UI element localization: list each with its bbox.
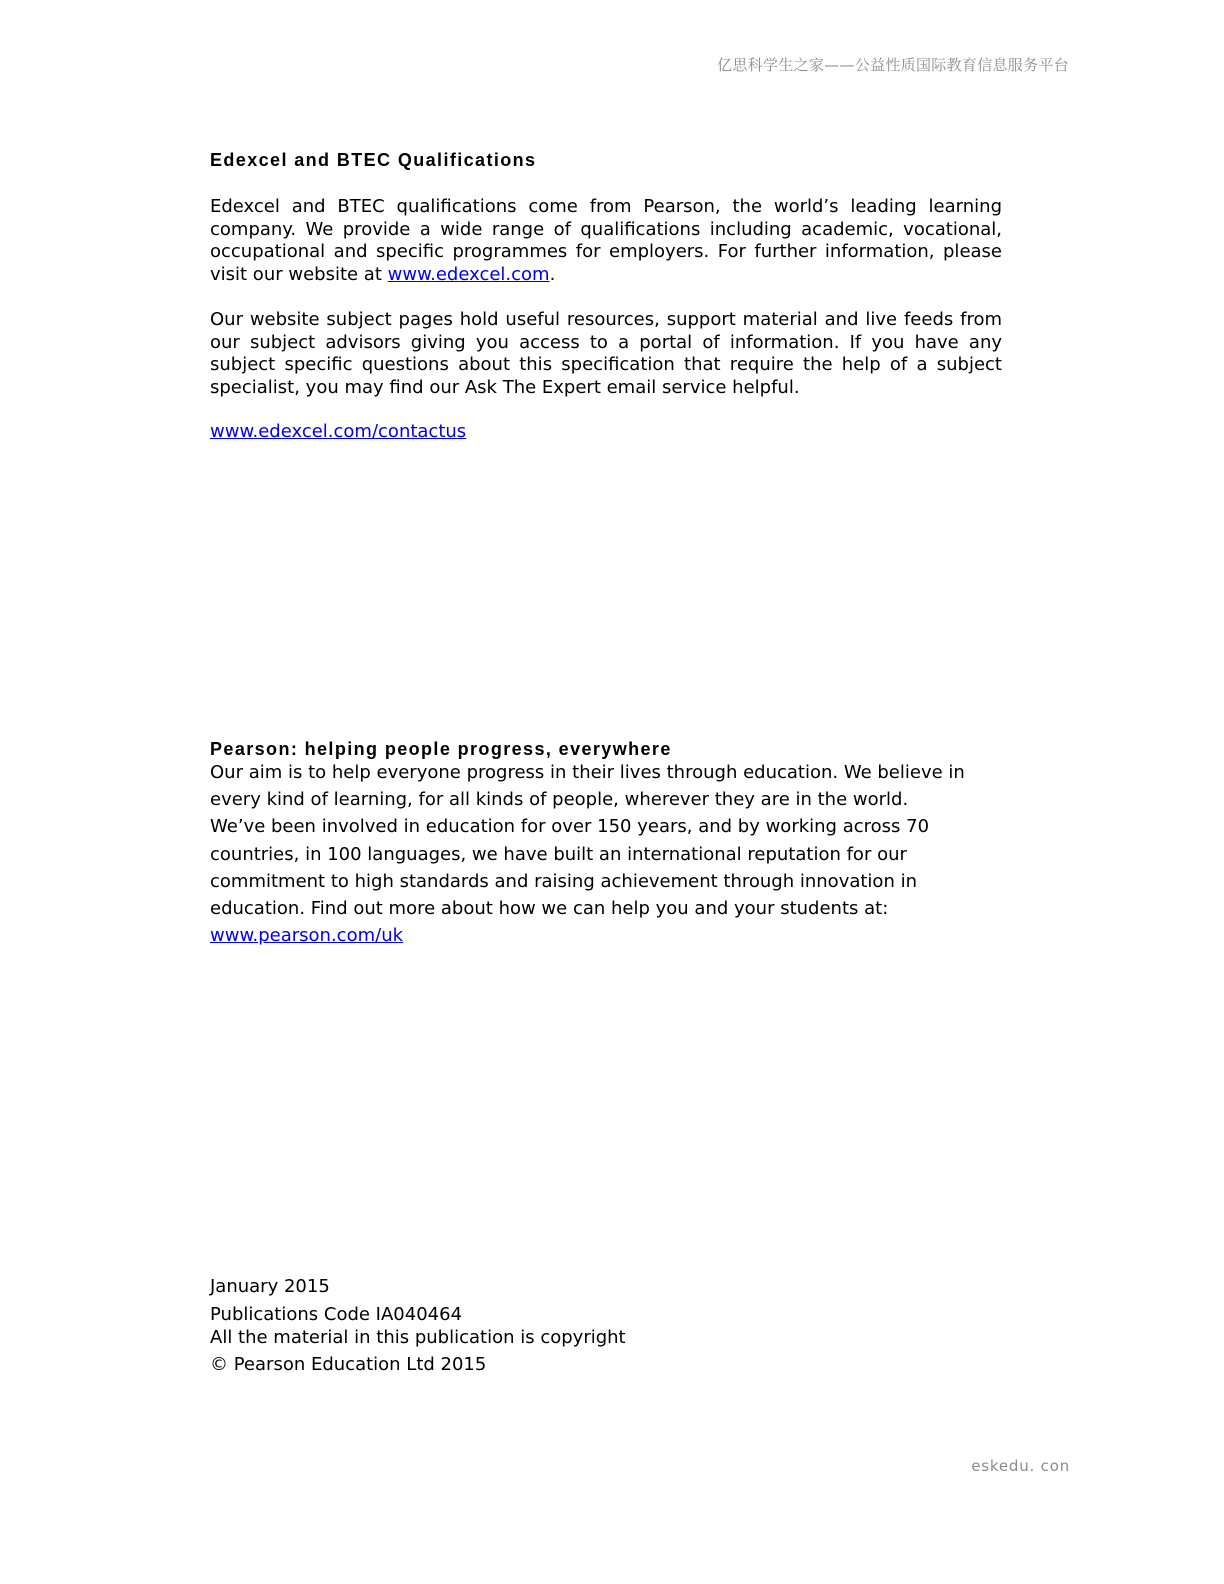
- contact-link-block: [210, 421, 466, 442]
- paragraph-line: commitment to high standards and raising achievement through innovation in: [210, 870, 917, 892]
- intro-paragraph: [210, 196, 1002, 286]
- publication-date: January 2015: [210, 1276, 330, 1297]
- paragraph-line: education. Find out more about how we can help you and your students at:: [210, 898, 889, 920]
- paragraph-line: Our aim is to help everyone progress in their lives through education. We believe in: [210, 762, 965, 783]
- header-watermark-text: 亿思科学生之家——公益性质国际教育信息服务平台: [717, 56, 1069, 74]
- copyright-line: All the material in this publication is copyright: [210, 1327, 626, 1348]
- section-title-pearson: Pearson: helping people progress, everywhere: [210, 739, 672, 759]
- intro-paragraph-period: .: [549, 263, 556, 285]
- section-title-edexcel-btec: Edexcel and BTEC Qualifications: [210, 150, 537, 170]
- intro-paragraph-text: Edexcel and BTEC qualifications come from Pearson, the world’s leading learning company. We provide a wide range of qualifications including academic, vocational, occupational and specific programmes for employers. For further information, please visit our website at: [210, 196, 1002, 285]
- paragraph-line: every kind of learning, for all kinds of people, wherever they are in the world.: [210, 789, 909, 811]
- footer-watermark-text: eskedu. con: [971, 1457, 1070, 1475]
- pearson-uk-link[interactable]: www.pearson.com/uk: [210, 925, 404, 947]
- paragraph-line: countries, in 100 languages, we have built an international reputation for our: [210, 843, 907, 865]
- edexcel-website-link[interactable]: www.edexcel.com: [387, 263, 550, 285]
- copyright-holder: © Pearson Education Ltd 2015: [210, 1354, 487, 1375]
- website-resources-paragraph: Our website subject pages hold useful resources, support material and live feeds from our subject advisors giving you access to a portal of information. If you have any subject specific questions about this specification that require the help of a subject specialist, you may find our Ask The Expert email service helpful.: [210, 309, 1002, 398]
- pearson-aim-paragraph: [210, 759, 1010, 949]
- edexcel-contactus-link[interactable]: www.edexcel.com/contactus: [210, 421, 467, 442]
- paragraph-line: We’ve been involved in education for over 150 years, and by working across 70: [210, 816, 930, 838]
- publications-code: Publications Code IA040464: [210, 1304, 463, 1325]
- paragraph-line-link: [210, 922, 1010, 949]
